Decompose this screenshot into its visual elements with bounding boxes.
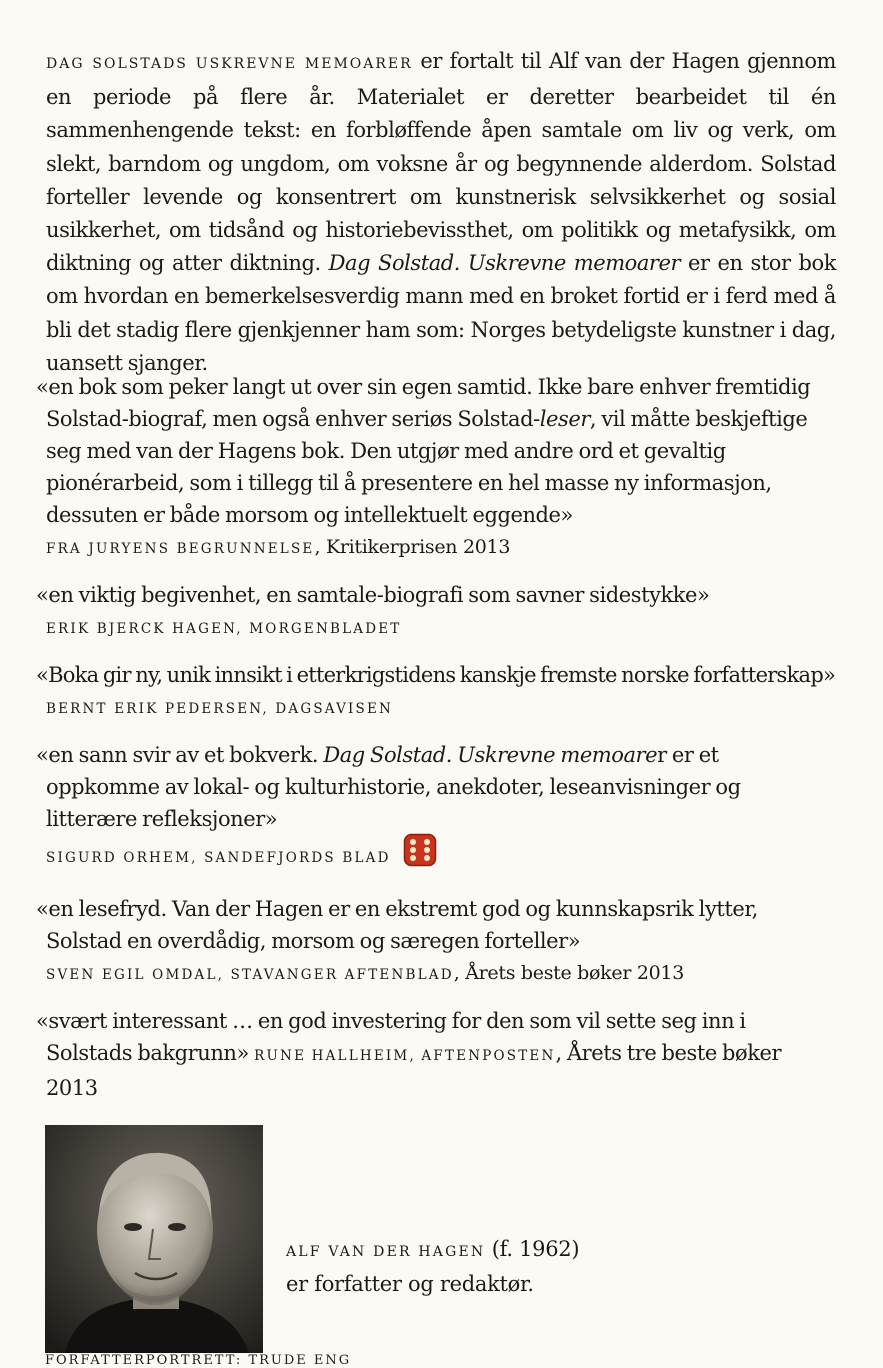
- review-quote: [36, 893, 836, 991]
- dice-pip: [410, 839, 416, 845]
- author-born: (f. 1962): [485, 1237, 580, 1261]
- blurb-text-2: er en stor bok om hvordan en bemerkelsesverdig mann med en broket fortid er i ferd med å bli det stadig flere gjenkjenner ham som: Norges betydeligste kunstner i dag, uansett sjanger.: [46, 251, 836, 375]
- author-name: ALF VAN DER HAGEN: [286, 1244, 486, 1260]
- book-blurb: [46, 45, 836, 380]
- review-quote: [36, 579, 836, 645]
- blurb-book-title: Dag Solstad. Uskrevne memoarer: [328, 251, 681, 276]
- review-quote: [36, 659, 836, 725]
- dice-pip: [410, 855, 416, 861]
- dice-pip: [424, 855, 430, 861]
- quote-source: SIGURD ORHEM, SANDEFJORDS BLAD: [46, 835, 836, 879]
- dice-pip: [424, 839, 430, 845]
- quote-text: «svært interessant … en god investering for den som vil sette seg inn i Solstads bakgrunn» RUNE HALLHEIM, AFTENPOSTEN, Årets tre beste bøker 2013: [36, 1009, 782, 1100]
- author-portrait: [45, 1125, 263, 1353]
- review-quote: [36, 1005, 836, 1104]
- quote-source: ERIK BJERCK HAGEN, MORGENBLADET: [46, 621, 402, 637]
- author-caption: [286, 1233, 579, 1300]
- dice-pip: [424, 847, 430, 853]
- dice-rating-icon: [403, 833, 437, 877]
- blurb-lead: DAG SOLSTADS USKREVNE MEMOARER: [46, 56, 413, 72]
- blurb-text-1: er fortalt til Alf van der Hagen gjennom en periode på flere år. Materialet er deretter bearbeidet til én sammenhengende tekst: en forbløffende åpen samtale om liv og verk, om slekt, barndom og ungdom, om voksne år og begynnende alderdom. Solstad forteller levende og konsentrert om kunstnerisk selvsikkerhet og sosial usikkerhet, om tidsånd og historiebevissthet, om politikk og metafysikk, om diktning og atter diktning.: [46, 49, 836, 276]
- review-quote: [36, 739, 836, 879]
- quote-source: SVEN EGIL OMDAL, STAVANGER AFTENBLAD, Årets beste bøker 2013: [46, 962, 684, 984]
- quote-source: FRA JURYENS BEGRUNNELSE, Kritikerprisen 2013: [46, 536, 511, 558]
- quote-text: «en viktig begivenhet, en samtale-biografi som savner sidestykke»: [36, 583, 710, 607]
- quote-text: «Boka gir ny, unik innsikt i etterkrigstidens kanskje fremste norske forfatterskap»: [36, 663, 836, 687]
- quote-text: «en lesefryd. Van der Hagen er en ekstremt god og kunnskapsrik lytter, Solstad en overdådig, morsom og særegen forteller»: [36, 897, 758, 953]
- photo-credit: FORFATTERPORTRETT: TRUDE ENG: [45, 1353, 352, 1368]
- quote-text: «en bok som peker langt ut over sin egen samtid. Ikke bare enhver fremtidig Solstad-biograf, men også enhver seriøs Solstad-leser, vil måtte beskjeftige seg med van der Hagens bok. Den utgjør med andre ord et gevaltig pionérarbeid, som i tillegg til å presentere en hel masse ny informasjon, dessuten er både morsom og intellektuelt eggende»: [36, 375, 811, 527]
- review-quote: [36, 371, 836, 565]
- dice-pip: [410, 847, 416, 853]
- quote-text: «en sann svir av et bokverk. Dag Solstad. Uskrevne memoarer er et oppkomme av lokal- og kulturhistorie, anekdoter, leseanvisninger og litterære refleksjoner»: [36, 743, 741, 831]
- quote-source: BERNT ERIK PEDERSEN, DAGSAVISEN: [46, 701, 394, 717]
- review-quotes: [36, 371, 836, 1118]
- author-role: er forfatter og redaktør.: [286, 1272, 534, 1296]
